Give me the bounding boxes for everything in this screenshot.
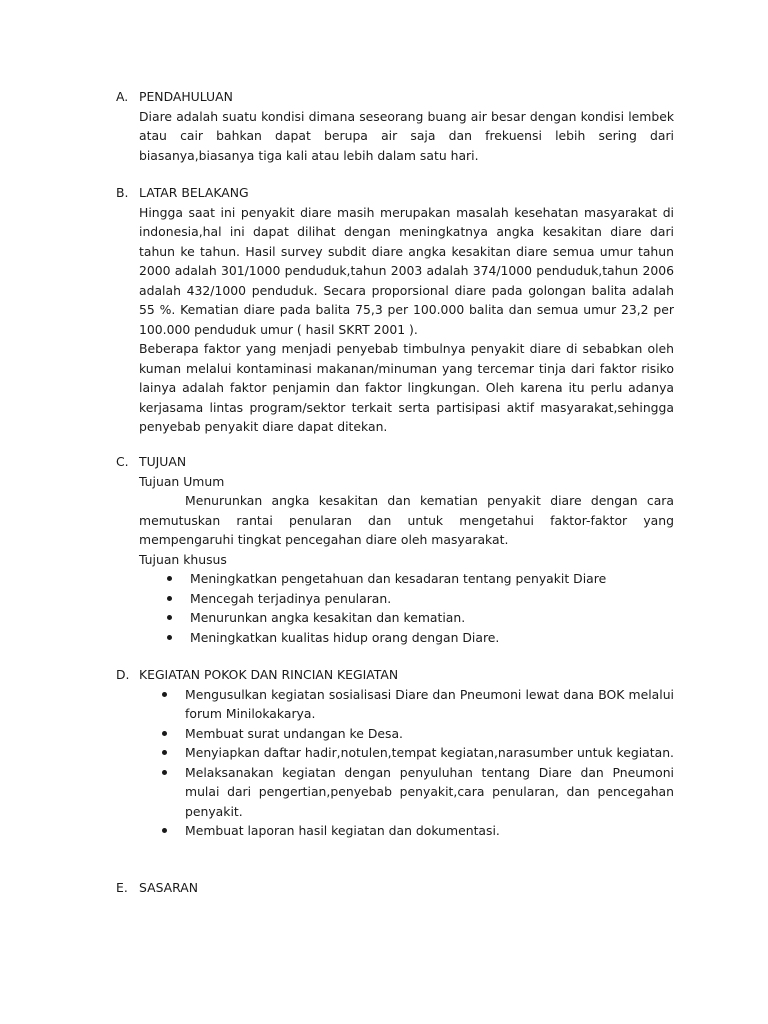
bullet-icon: [167, 615, 172, 620]
paragraph: Beberapa faktor yang menjadi penyebab timbulnya penyakit diare di sebabkan oleh kuman melalui kontaminasi makanan/minuman yang tercemar tinja dari faktor risiko lainya adalah faktor penjamin dan faktor lingkungan. Oleh karena itu perlu adanya kerjasama lintas program/sektor terkait serta partisipasi aktif masyarakat,sehingga penyebab penyakit diare dapat ditekan.: [139, 341, 674, 434]
section-heading: [116, 87, 676, 107]
list-item: [185, 821, 674, 841]
section-title: KEGIATAN POKOK DAN RINCIAN KEGIATAN: [139, 667, 399, 682]
bullet-icon: [162, 692, 167, 697]
bullet-icon: [162, 750, 167, 755]
list-item-text: Meningkatkan kualitas hidup orang dengan Diare.: [190, 629, 500, 645]
list-item-text: Menurunkan angka kesakitan dan kematian.: [190, 610, 466, 625]
list-item: [190, 608, 674, 628]
bullet-list: [116, 685, 676, 841]
section-letter: D.: [116, 667, 130, 682]
section-pendahuluan: [116, 87, 676, 165]
bullet-icon: [167, 576, 172, 581]
list-item-text: Menyiapkan daftar hadir,notulen,tempat kegiatan,narasumber untuk kegiatan.: [185, 745, 674, 760]
subheading-tujuan-khusus: Tujuan khusus: [139, 551, 227, 567]
section-title: PENDAHULUAN: [139, 89, 233, 104]
list-item-text: Meningkatkan pengetahuan dan kesadaran tentang penyakit Diare: [190, 571, 607, 586]
list-item: [185, 743, 674, 763]
bullet-list: [116, 569, 676, 647]
list-item: [190, 569, 674, 589]
section-title: TUJUAN: [139, 454, 187, 469]
list-item: [185, 685, 674, 724]
bullet-icon: [162, 731, 167, 736]
list-item-text: Mencegah terjadinya penularan.: [190, 590, 392, 606]
list-item-text: Melaksanakan kegiatan dengan penyuluhan tentang Diare dan Pneumoni mulai dari pengertian,penyebab penyakit,cara penularan, dan pencegahan penyakit.: [185, 764, 674, 819]
bullet-icon: [162, 770, 167, 775]
bullet-icon: [167, 596, 172, 601]
list-item: [185, 724, 674, 744]
section-sasaran: [116, 878, 676, 898]
section-letter: B.: [116, 185, 129, 200]
section-heading: [116, 878, 676, 898]
paragraph: Hingga saat ini penyakit diare masih merupakan masalah kesehatan masyarakat di indonesia,hal ini dapat dilihat dengan meningkatnya angka kesakitan diare dari tahun ke tahun. Hasil survey subdit diare angka kesakitan diare semua umur tahun 2000 adalah 301/1000 penduduk,tahun 2003 adalah 374/1000 penduduk,tahun 2006 adalah 432/1000 penduduk. Secara proporsional diare pada golongan balita adalah 55 %. Kematian diare pada balita 75,3 per 100.000 balita dan semua umur 23,2 per 100.000 penduduk umur ( hasil SKRT 2001 ).: [139, 204, 674, 337]
subheading-tujuan-umum: Tujuan Umum: [139, 473, 225, 489]
bullet-icon: [167, 635, 172, 640]
list-item: [190, 589, 674, 609]
list-item: [190, 628, 674, 648]
section-letter: E.: [116, 880, 128, 895]
section-letter: C.: [116, 454, 129, 469]
section-letter: A.: [116, 89, 129, 104]
section-title: LATAR BELAKANG: [139, 185, 249, 200]
section-heading: [116, 183, 676, 203]
bullet-icon: [162, 828, 167, 833]
section-kegiatan: [116, 665, 676, 841]
section-heading: [116, 452, 676, 472]
list-item-text: Membuat laporan hasil kegiatan dan dokumentasi.: [185, 823, 500, 838]
list-item-text: Membuat surat undangan ke Desa.: [185, 725, 403, 741]
paragraph: Diare adalah suatu kondisi dimana seseorang buang air besar dengan kondisi lembek atau cair bahkan dapat berupa air saja dan frekuensi lebih sering dari biasanya,biasanya tiga kali atau lebih dalam satu hari.: [139, 108, 674, 163]
list-item: [185, 763, 674, 822]
list-item-text: Mengusulkan kegiatan sosialisasi Diare dan Pneumoni lewat dana BOK melalui forum Minilokakarya.: [185, 686, 674, 721]
section-title: SASARAN: [139, 880, 198, 895]
section-latar-belakang: [116, 183, 676, 437]
section-heading: [116, 665, 676, 685]
section-tujuan: [116, 452, 676, 647]
paragraph: Menurunkan angka kesakitan dan kematian penyakit diare dengan cara memutuskan rantai penularan dan untuk mengetahui faktor-faktor yang mempengaruhi tingkat pencegahan diare oleh masyarakat.: [139, 493, 674, 547]
